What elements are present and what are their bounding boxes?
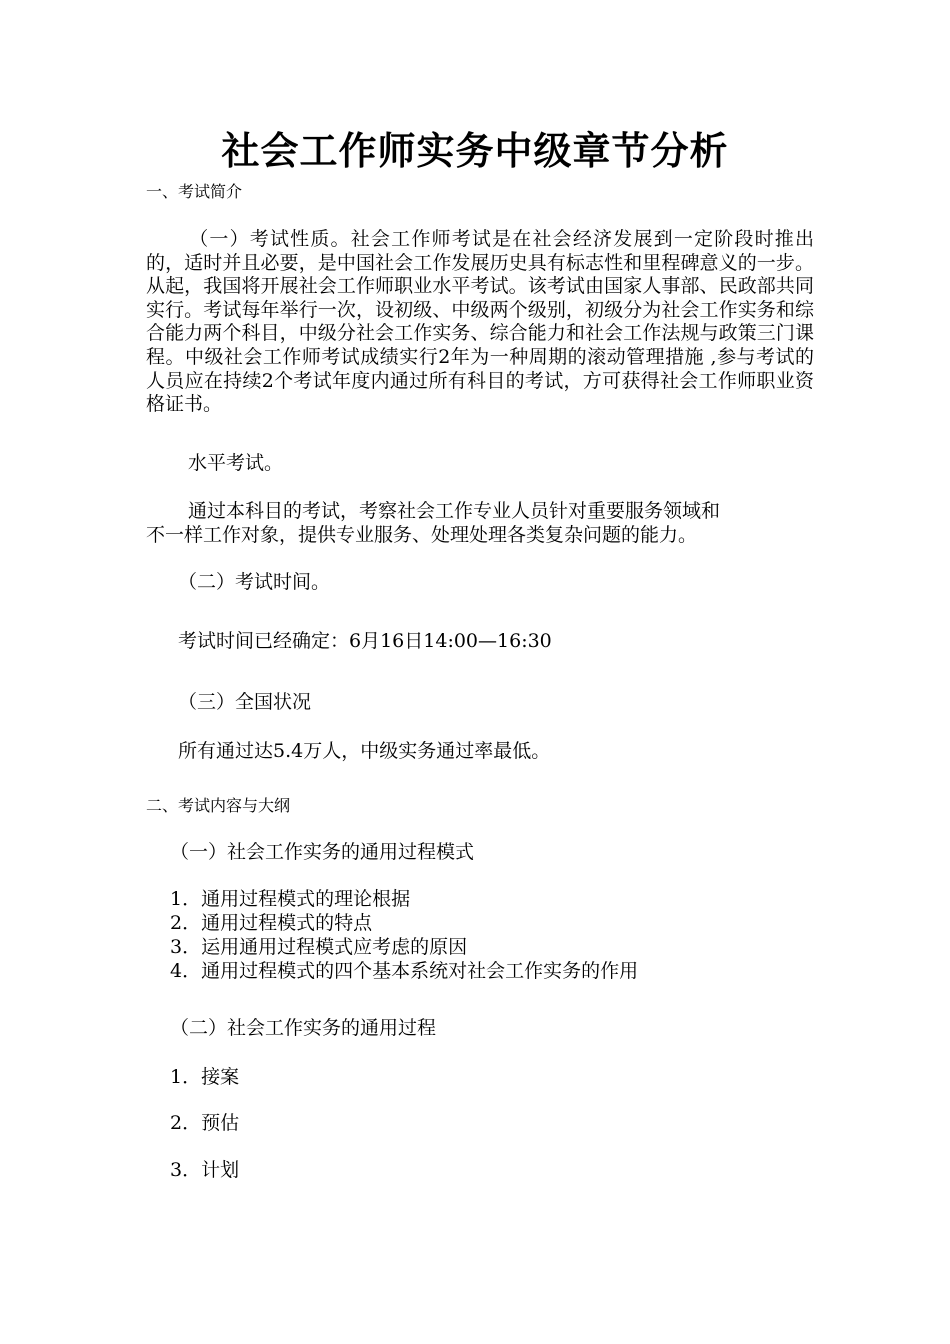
section-heading-exam-intro: 一、考试简介 bbox=[146, 182, 243, 201]
subheading-general-process-model: （一）社会工作实务的通用过程模式 bbox=[170, 841, 475, 863]
subheading-national-status: （三）全国状况 bbox=[178, 691, 312, 713]
list-item: 4．通用过程模式的四个基本系统对社会工作实务的作用 bbox=[170, 960, 639, 982]
paragraph-level-exam: 水平考试。 bbox=[188, 452, 284, 474]
list-item: 3．计划 bbox=[170, 1159, 240, 1181]
page-title: 社会工作师实务中级章节分析 bbox=[221, 128, 729, 173]
list-item: 2．预估 bbox=[170, 1112, 240, 1134]
paragraph-purpose-line-1: 通过本科目的考试，考察社会工作专业人员针对重要服务领域和 bbox=[188, 500, 721, 522]
list-item: 1．接案 bbox=[170, 1066, 240, 1088]
subheading-general-process: （二）社会工作实务的通用过程 bbox=[170, 1017, 437, 1039]
list-item: 2．通用过程模式的特点 bbox=[170, 912, 373, 934]
paragraph-exam-nature-text: （一）考试性质。社会工作师考试是在社会经济发展到一定阶段时推出的，适时并且必要，是中国社会工作发展历史具有标志性和里程碑意义的一步。从起，我国将开展社会工作师职业水平考试。该考试由国家人事部、民政部共同实行。考试每年举行一次，设初级、中级两个级别，初级分为社会工作实务和综合能力两个科目，中级分社会工作实务、综合能力和社会工作法规与政策三门课程。中级社会工作师考试成绩实行2年为一种周期的滚动管理措施 ,参与考试的人员应在持续2个考试年度内通过所有科目的考试，方可获得社会工作师职业资格证书。 bbox=[146, 228, 814, 416]
list-item: 3．运用通用过程模式应考虑的原因 bbox=[170, 936, 468, 958]
paragraph-exam-nature bbox=[146, 228, 814, 417]
section-heading-content-outline: 二、考试内容与大纲 bbox=[146, 796, 291, 815]
paragraph-exam-time: 考试时间已经确定：6月16日14:00—16:30 bbox=[178, 630, 552, 652]
paragraph-national-status: 所有通过达5.4万人，中级实务通过率最低。 bbox=[178, 740, 551, 762]
subheading-exam-time: （二）考试时间。 bbox=[178, 571, 331, 593]
paragraph-purpose-line-2: 不一样工作对象，提供专业服务、处理处理各类复杂问题的能力。 bbox=[146, 524, 698, 546]
list-item: 1．通用过程模式的理论根据 bbox=[170, 888, 411, 910]
